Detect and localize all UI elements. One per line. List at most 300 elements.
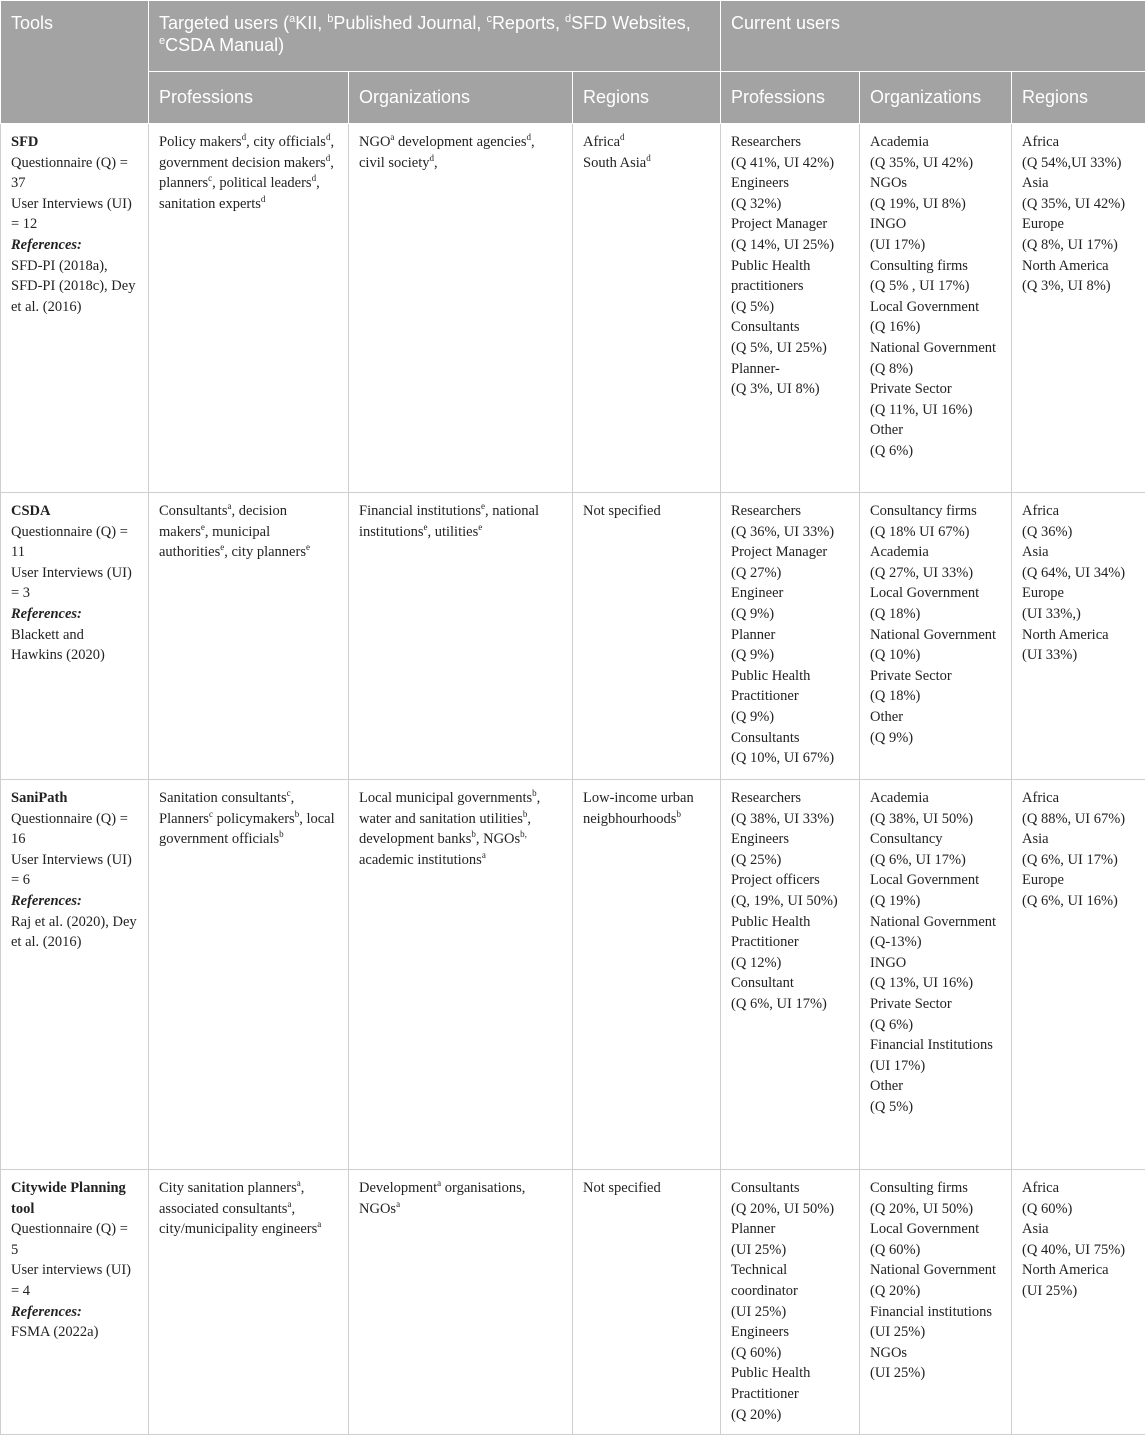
current-professions-cell-line: (Q 36%, UI 33%) [731,522,849,543]
current-regions-cell-line: Africa [1022,1178,1135,1199]
target-organizations-cell [349,1170,573,1435]
target-professions-cell-text: Consultants [159,503,227,519]
current-organizations-cell-line: (Q 60%) [870,1240,1001,1261]
target-professions-cell-text: policymakers [217,811,295,827]
current-professions-cell-line: (Q 6%, UI 17%) [731,994,849,1015]
footnote-marker: d [261,194,266,204]
tool-detail: Questionnaire (Q) = 16 [11,809,138,850]
separator: , [330,134,334,150]
current-organizations-cell-line: Consultancy firms [870,501,1001,522]
current-professions-cell-line: (Q 60%) [731,1343,849,1364]
current-professions-cell-line: (Q 12%) [731,953,849,974]
current-regions-cell-line: Europe [1022,214,1135,235]
references-label: References: [11,891,138,912]
current-regions-cell-line: Asia [1022,1219,1135,1240]
target-organizations-cell-item [359,155,438,171]
footnote-marker: e [220,542,224,552]
current-professions-cell-line: Planner [731,625,849,646]
current-organizations-cell-line: (Q 6%, UI 17%) [870,850,1001,871]
current-organizations-cell-line: Local Government [870,583,1001,604]
target-organizations-cell-item [435,524,483,540]
separator: , [291,1201,295,1217]
current-regions-cell-line: (Q 6%, UI 17%) [1022,850,1135,871]
tool-detail: Questionnaire (Q) = 37 [11,153,138,194]
current-organizations-cell-line: (Q 20%, UI 50%) [870,1199,1001,1220]
current-professions-cell-line: Consultants [731,1178,849,1199]
tool-detail: User Interviews (UI) = 12 [11,194,138,235]
footnote-marker: d [326,132,331,142]
current-professions-cell [721,1170,860,1435]
header-target-regions: Regions [573,72,721,124]
footnote-marker: a [289,13,295,25]
target-professions-cell-text: city planners [231,544,306,560]
current-professions-cell-line: (Q 9%) [731,707,849,728]
header-targeted-users [149,1,721,72]
header-text-part: Targeted users ( [159,13,289,33]
current-organizations-cell-line: (Q 6%) [870,1015,1001,1036]
current-regions-cell-line: (Q 60%) [1022,1199,1135,1220]
current-organizations-cell-line: Academia [870,788,1001,809]
target-organizations-cell [349,493,573,780]
tool-name: SaniPath [11,788,138,809]
target-regions-cell-text: South Asia [583,155,646,171]
table-row [1,493,1145,780]
tool-name: CSDA [11,501,138,522]
tool-detail: Questionnaire (Q) = 11 [11,522,138,563]
target-organizations-cell-item [359,1180,445,1196]
current-regions-cell-line: Africa [1022,501,1135,522]
table-header [1,1,1145,124]
footnote-marker: b [532,788,537,798]
separator: , [205,524,212,540]
current-professions-cell-line: (Q, 19%, UI 50%) [731,891,849,912]
current-regions-cell-line: North America [1022,625,1135,646]
header-text-part: SFD Websites, [571,13,691,33]
current-professions-cell-line: (Q 9%) [731,645,849,666]
target-professions-cell-text: City sanitation planners [159,1180,297,1196]
header-target-professions: Professions [149,72,349,124]
current-regions-cell-line: (Q 88%, UI 67%) [1022,809,1135,830]
current-organizations-cell-line: (Q 10%) [870,645,1001,666]
current-professions-cell-line: Project Manager [731,214,849,235]
footnote-marker: d [312,173,317,183]
reference-text: FSMA (2022a) [11,1322,138,1343]
current-organizations-cell-line: (UI 17%) [870,235,1001,256]
target-professions-cell-text: Policy makers [159,134,242,150]
footnote-marker: c [209,809,213,819]
table-row [1,780,1145,1170]
footnote-marker: e [306,542,310,552]
current-professions-cell-line: Engineers [731,829,849,850]
current-organizations-cell-line: (Q 18%) [870,686,1001,707]
current-professions-cell-line: (Q 38%, UI 33%) [731,809,849,830]
current-professions-cell [721,493,860,780]
target-organizations-cell-item [483,831,527,847]
current-organizations-cell-line: Academia [870,542,1001,563]
target-professions-cell-text: local government officials [159,811,335,848]
current-professions-cell-line: Researchers [731,501,849,522]
tool-detail: User interviews (UI) = 4 [11,1260,138,1301]
header-text-part: Reports, [492,13,565,33]
separator: , [224,544,231,560]
current-organizations-cell-line: (Q 19%) [870,891,1001,912]
current-professions-cell-line: Consultant [731,973,849,994]
table-body [1,124,1145,1435]
current-organizations-cell-line: Private Sector [870,994,1001,1015]
current-organizations-cell-line: (Q 9%) [870,728,1001,749]
target-professions-cell-text: municipal authorities [159,524,270,561]
target-regions-cell-text: Not specified [583,503,661,519]
target-professions-cell-item [159,503,239,519]
footnote-marker: d [620,132,625,142]
current-regions-cell-line: (Q 64%, UI 34%) [1022,563,1135,584]
target-organizations-cell-text: Financial institutions [359,503,481,519]
target-organizations-cell-text: development banks [359,831,471,847]
separator: , [434,155,438,171]
current-professions-cell-line: Planner [731,1219,849,1240]
current-organizations-cell-line: (Q 11%, UI 16%) [870,400,1001,421]
current-organizations-cell-line: (UI 17%) [870,1056,1001,1077]
tool-name: Citywide Planning tool [11,1178,138,1219]
separator: , [427,524,434,540]
current-organizations-cell-line: (Q 38%, UI 50%) [870,809,1001,830]
current-professions-cell-line: Public Health practitioners [731,256,849,297]
footnote-marker: d [242,132,247,142]
current-organizations-cell [860,124,1012,493]
current-regions-cell-line: North America [1022,1260,1135,1281]
target-regions-cell-item [583,132,710,153]
current-regions-cell [1012,124,1145,493]
separator: , [527,811,531,827]
target-organizations-cell-item [359,790,540,806]
header-row-sub [1,72,1145,124]
target-organizations-cell-text: Development [359,1180,437,1196]
current-organizations-cell-line: Financial institutions [870,1302,1001,1323]
current-professions-cell-line: Planner- [731,359,849,380]
target-professions-cell [149,1170,349,1435]
header-text-part: CSDA Manual) [165,35,284,55]
current-regions-cell-line: (Q 3%, UI 8%) [1022,276,1135,297]
current-organizations-cell-line: (Q 18% UI 67%) [870,522,1001,543]
footnote-marker: b [295,809,300,819]
current-organizations-cell-line: Other [870,1076,1001,1097]
current-regions-cell-line: Asia [1022,829,1135,850]
current-regions-cell-line: (Q 8%, UI 17%) [1022,235,1135,256]
footnote-marker: e [478,522,482,532]
current-professions-cell-line: Public Health Practitioner [731,666,849,707]
footnote-marker: a [437,1178,441,1188]
current-organizations-cell-line: (UI 25%) [870,1363,1001,1384]
current-professions-cell-line: Public Health Practitioner [731,912,849,953]
current-organizations-cell-line: Local Government [870,297,1001,318]
target-regions-cell [573,1170,721,1435]
current-professions-cell-line: (Q 9%) [731,604,849,625]
footnote-marker: b [327,13,333,25]
target-organizations-cell-item [359,831,483,847]
current-professions-cell-line: Engineers [731,1322,849,1343]
footnote-marker: d [429,153,434,163]
references-label: References: [11,235,138,256]
target-professions-cell-item [217,811,307,827]
current-professions-cell [721,780,860,1170]
current-organizations-cell-line: (Q 20%) [870,1281,1001,1302]
target-regions-cell-item [583,501,710,522]
current-organizations-cell-line: (Q 13%, UI 16%) [870,973,1001,994]
table-row [1,1170,1145,1435]
current-professions-cell-line: (Q 5%, UI 25%) [731,338,849,359]
current-organizations-cell-line: Academia [870,132,1001,153]
current-organizations-cell-line: (Q-13%) [870,932,1001,953]
target-organizations-cell [349,124,573,493]
header-target-organizations: Organizations [349,72,573,124]
current-organizations-cell-line: (Q 19%, UI 8%) [870,194,1001,215]
separator: , [231,503,238,519]
references-label: References: [11,1302,138,1323]
current-regions-cell [1012,493,1145,780]
header-text-part: KII, [295,13,327,33]
target-professions-cell-text: city officials [253,134,326,150]
current-regions-cell-line: (Q 35%, UI 42%) [1022,194,1135,215]
tool-detail: User Interviews (UI) = 6 [11,850,138,891]
target-regions-cell-item [583,790,694,827]
footnote-marker: d [526,132,531,142]
separator: , [299,811,306,827]
current-regions-cell-line: (Q 6%, UI 16%) [1022,891,1135,912]
current-professions-cell-line: (UI 25%) [731,1302,849,1323]
target-professions-cell [149,780,349,1170]
reference-text: Raj et al. (2020), Dey et al. (2016) [11,912,138,953]
current-regions-cell-line: (Q 54%,UI 33%) [1022,153,1135,174]
current-organizations-cell-line: National Government [870,912,1001,933]
target-professions-cell-text: planners [159,175,208,191]
target-organizations-cell-text: civil society [359,155,429,171]
current-regions-cell-line: (Q 40%, UI 75%) [1022,1240,1135,1261]
current-professions-cell-line: (Q 32%) [731,194,849,215]
table-row [1,124,1145,493]
header-current-organizations: Organizations [860,72,1012,124]
target-professions-cell-item [159,196,265,212]
current-professions-cell-line: Researchers [731,788,849,809]
tool-cell [1,124,149,493]
current-organizations-cell-line: (Q 6%) [870,441,1001,462]
target-organizations-cell-item [359,134,398,150]
footnote-marker: b [523,809,528,819]
tool-cell [1,1170,149,1435]
footnote-marker: b [676,809,681,819]
footnote-marker: a [396,1199,400,1209]
current-organizations-cell-line: National Government [870,625,1001,646]
footnote-marker: c [287,788,291,798]
current-professions-cell-line: Consultants [731,317,849,338]
footnote-marker: a [297,1178,301,1188]
current-organizations-cell-line: (UI 25%) [870,1322,1001,1343]
current-organizations-cell-line: NGOs [870,1343,1001,1364]
current-professions-cell-line: (Q 41%, UI 42%) [731,153,849,174]
current-regions-cell-line: (UI 33%,) [1022,604,1135,625]
current-professions-cell-line: (Q 10%, UI 67%) [731,748,849,769]
footnote-marker: a [227,501,231,511]
target-organizations-cell-item [359,503,492,519]
separator: , [212,175,219,191]
footnote-marker: e [481,501,485,511]
target-professions-cell-text: Sanitation consultants [159,790,287,806]
current-organizations-cell-line: Consulting firms [870,1178,1001,1199]
target-professions-cell-text: decision makers [159,503,287,540]
current-organizations-cell-line: Consultancy [870,829,1001,850]
current-professions-cell-line: (UI 25%) [731,1240,849,1261]
current-professions-cell-line: (Q 20%) [731,1405,849,1426]
current-professions-cell-line: Project Manager [731,542,849,563]
target-professions-cell-text: political leaders [219,175,311,191]
current-organizations-cell-line: (Q 16%) [870,317,1001,338]
target-professions-cell-item [159,811,217,827]
current-organizations-cell-line: (Q 5% , UI 17%) [870,276,1001,297]
separator: , [476,831,483,847]
current-organizations-cell-line: National Government [870,1260,1001,1281]
footnote-marker: e [423,522,427,532]
current-professions-cell-line: Technical coordinator [731,1260,849,1301]
target-professions-cell-text: government decision makers [159,155,326,171]
current-organizations-cell-line: Private Sector [870,666,1001,687]
target-regions-cell-text: Africa [583,134,620,150]
footnote-marker: c [486,13,492,25]
target-organizations-cell-text: national institutions [359,503,539,540]
current-organizations-cell-line: (Q 5%) [870,1097,1001,1118]
target-regions-cell [573,493,721,780]
current-organizations-cell-line: Financial Institutions [870,1035,1001,1056]
current-organizations-cell-line: NGOs [870,173,1001,194]
footnote-marker: e [159,35,165,47]
current-organizations-cell-line: Private Sector [870,379,1001,400]
footnote-marker: a [390,132,394,142]
footnote-marker: c [208,173,212,183]
target-organizations-cell-text: utilities [435,524,479,540]
target-professions-cell-item [159,1180,304,1196]
target-organizations-cell [349,780,573,1170]
header-text-part: Published Journal, [333,13,486,33]
target-professions-cell-item [219,175,319,191]
target-professions-cell-item [231,544,310,560]
header-current-users: Current users [721,1,1145,72]
target-regions-cell [573,780,721,1170]
current-organizations-cell-line: Other [870,420,1001,441]
tool-cell [1,493,149,780]
footnote-marker: a [482,850,486,860]
tool-name: SFD [11,132,138,153]
target-professions-cell-item [159,790,294,806]
footnote-marker: a [287,1199,291,1209]
header-row-top [1,1,1145,72]
reference-text: Blackett and Hawkins (2020) [11,625,138,666]
current-organizations-cell-line: (Q 35%, UI 42%) [870,153,1001,174]
current-organizations-cell-line: Local Government [870,870,1001,891]
current-organizations-cell-line: Local Government [870,1219,1001,1240]
target-professions-cell [149,124,349,493]
current-organizations-cell [860,780,1012,1170]
header-current-regions: Regions [1012,72,1145,124]
current-regions-cell [1012,1170,1145,1435]
current-organizations-cell-line: (Q 27%, UI 33%) [870,563,1001,584]
current-regions-cell-line: (UI 33%) [1022,645,1135,666]
target-regions-cell [573,124,721,493]
current-organizations-cell-line: INGO [870,953,1001,974]
current-organizations-cell-line: National Government [870,338,1001,359]
current-professions-cell-line: (Q 25%) [731,850,849,871]
footnote-marker: a [317,1219,321,1229]
current-professions-cell-line: Project officers [731,870,849,891]
current-organizations-cell [860,1170,1012,1435]
footnote-marker: b [471,829,476,839]
separator: , [330,155,334,171]
target-professions-cell-text: associated consultants [159,1201,287,1217]
target-organizations-cell-item [398,134,535,150]
footnote-marker: e [201,522,205,532]
current-organizations-cell-line: Consulting firms [870,256,1001,277]
target-organizations-cell-text: NGO [359,134,390,150]
target-organizations-cell-text: water and sanitation utilities [359,811,523,827]
target-professions-cell-item [159,1201,295,1217]
current-regions-cell-line: Asia [1022,542,1135,563]
current-professions-cell-line: Public Health Practitioner [731,1363,849,1404]
current-professions-cell-line: (Q 20%, UI 50%) [731,1199,849,1220]
target-organizations-cell-item [359,852,486,868]
current-regions-cell [1012,780,1145,1170]
target-organizations-cell-text: organisations, NGOs [359,1180,525,1217]
target-organizations-cell-text: academic institutions [359,852,482,868]
target-professions-cell-item [159,175,219,191]
separator: , [531,134,535,150]
current-professions-cell-line: (Q 5%) [731,297,849,318]
footnote-marker: d [565,13,571,25]
current-regions-cell-line: (UI 25%) [1022,1281,1135,1302]
references-label: References: [11,604,138,625]
tool-cell [1,780,149,1170]
current-professions-cell-line: Researchers [731,132,849,153]
current-organizations-cell [860,493,1012,780]
current-professions-cell-line: (Q 3%, UI 8%) [731,379,849,400]
current-organizations-cell-line: Other [870,707,1001,728]
current-regions-cell-line: Africa [1022,132,1135,153]
current-organizations-cell-line: (Q 8%) [870,359,1001,380]
footnote-marker: d [326,153,331,163]
tool-detail: Questionnaire (Q) = 5 [11,1219,138,1260]
target-organizations-cell-text: development agencies [398,134,526,150]
current-regions-cell-line: Africa [1022,788,1135,809]
footnote-marker: b [279,829,284,839]
current-professions-cell-line: Consultants [731,728,849,749]
separator: , [316,175,320,191]
current-regions-cell-line: (Q 36%) [1022,522,1135,543]
target-regions-cell-item [583,153,710,174]
target-professions-cell-item [159,134,253,150]
separator: , [485,503,492,519]
separator: , [301,1180,305,1196]
separator: , [291,790,295,806]
current-organizations-cell-line: INGO [870,214,1001,235]
header-tools: Tools [1,1,149,124]
header-current-professions: Professions [721,72,860,124]
target-professions-cell-text: sanitation experts [159,196,261,212]
current-regions-cell-line: Europe [1022,583,1135,604]
tool-detail: User Interviews (UI) = 3 [11,563,138,604]
target-professions-cell-text: city/municipality engineers [159,1221,317,1237]
current-regions-cell-line: Europe [1022,870,1135,891]
target-professions-cell-text: Planners [159,811,209,827]
current-regions-cell-line: Asia [1022,173,1135,194]
current-professions-cell [721,124,860,493]
footnote-marker: b, [520,829,527,839]
separator: , [246,134,253,150]
